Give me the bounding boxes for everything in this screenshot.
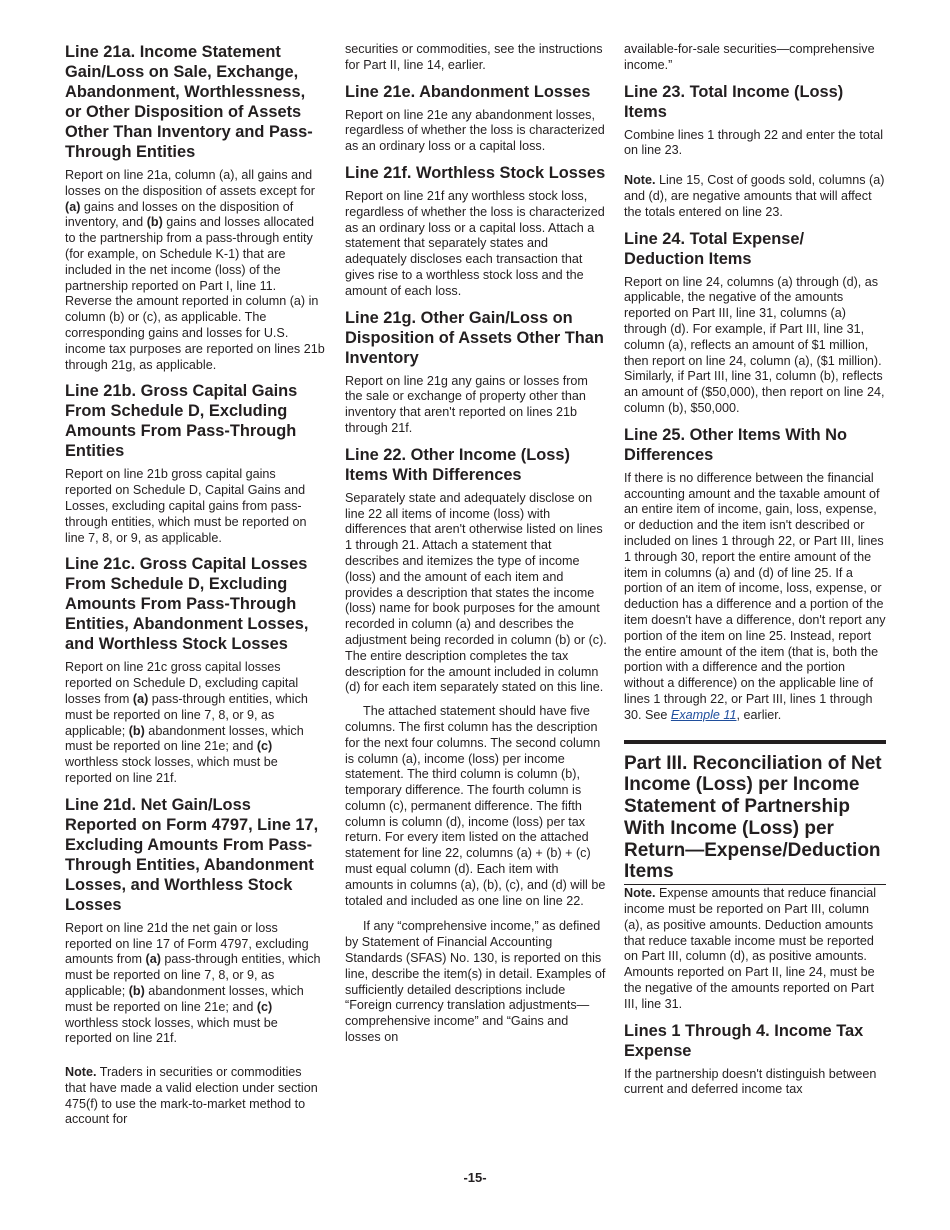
page-number: -15- [463, 1170, 487, 1185]
paragraph-line-22a: Separately state and adequately disclose on line 22 all items of income (loss) with differences that aren't otherwise listed on lines 1 through 21. Attach a statement that describes and itemizes the type of income (loss) and the amount of each item and provides a description that states the income (loss) name for book purposes for the amount recorded in column (a) and describes the adjustment being recorded in column (b) or (c). The entire description completes the tax description for the amount included in column (d) for each item separately stated on this line. [345, 490, 607, 695]
paragraph-lines-1-4: If the partnership doesn't distinguish between current and deferred income tax [624, 1066, 877, 1097]
column-middle [345, 42, 607, 1056]
note-traders [65, 1065, 325, 1128]
paragraph-line-21e: Report on line 21e any abandonment losses, regardless of whether the loss is characterized as an ordinary loss or a capital loss. [345, 107, 605, 154]
part-iii-title: Part III. Reconciliation of Net Income (Loss) per Income Statement of Partnership With Income (Loss) per Return—Expense/Deduction Items [624, 740, 886, 886]
text-span: Report on line 21a, column (a), all gains and losses on the disposition of assets except for [65, 168, 315, 198]
heading-line-21g: Line 21g. Other Gain/Loss on Disposition of Assets Other Than Inventory [345, 308, 604, 367]
column-right [624, 42, 886, 1106]
bold-marker: (b) [128, 983, 145, 998]
text-span: pass-through entities, which must be reported on line 7, 8, or 9, as applicable; [65, 691, 308, 738]
heading-line-21f: Line 21f. Worthless Stock Losses [345, 163, 606, 182]
heading-line-23: Line 23. Total Income (Loss) Items [624, 82, 844, 121]
heading-line-24: Line 24. Total Expense/ Deduction Items [624, 229, 805, 268]
text-span: Report on line 21c gross capital losses reported on Schedule D, excluding capital losses from [65, 660, 299, 706]
paragraph-line-21b: Report on line 21b gross capital gains reported on Schedule D, Capital Gains and Losses, excluding capital gains from pass-through entities, which must be reported on line 7, 8, or 9, as applicable. [65, 467, 307, 545]
note-text: Traders in securities or commodities that have made a valid election under section 475(f) to use the mark-to-market method to account for [65, 1065, 318, 1127]
text-span: gains and losses on the disposition of inventory, and [65, 199, 294, 230]
text-span: abandonment losses, which must be reported on line 21e; and [65, 983, 304, 1014]
paragraph-line-21c [65, 660, 325, 786]
bold-marker: (a) [65, 199, 81, 214]
text-span: pass-through entities, which must be reported on line 7, 8, or 9, as applicable; [65, 952, 321, 998]
paragraph-line-22c: If any “comprehensive income,” as defined by Statement of Financial Accounting Standards (SFAS) No. 130, is reported on this line, describe the item(s) in detail. Examples of sufficiently detailed descriptions include “Foreign currency translation adjustments—comprehensive income” and “Gains and losses on [345, 919, 606, 1045]
paragraph-line-21d [65, 921, 325, 1047]
heading-line-21d: Line 21d. Net Gain/Loss Reported on Form 4797, Line 17, Excluding Amounts From Pass-Through Entities, Abandonment Losses, and Worthless Stock Losses [65, 795, 319, 914]
paragraph-line-21f: Report on line 21f any worthless stock loss, regardless of whether the loss is characterized as an ordinary loss or a capital loss. Attach a statement that separately states and adequately discloses each transaction that gives rise to a worthless stock loss and the amount of each loss. [345, 188, 605, 298]
example-11-link[interactable]: Example 11 [670, 707, 737, 722]
paragraph-continued: available-for-sale securities—comprehensive income.” [624, 42, 875, 72]
heading-line-21b: Line 21b. Gross Capital Gains From Schedule D, Excluding Amounts From Pass-Through Entities [65, 382, 298, 461]
column-left [65, 42, 325, 1136]
heading-line-22: Line 22. Other Income (Loss) Items With Differences [345, 445, 570, 484]
text-span: worthless stock losses, which must be reported on line 21f. [65, 755, 278, 785]
heading-line-21e: Line 21e. Abandonment Losses [345, 82, 591, 101]
paragraph-line-24: Report on line 24, columns (a) through (d), as applicable, the negative of the amounts reported on Part III, line 31, columns (a) through (d). For example, if Part III, line 31, column (a), reflects an amount of $1 million, then report on line 24, column (a), ($1 million). Similarly, if Part III, line 31, column (b), reflects an amount of ($50,000), then report on line 24, column (b), $50,000. [624, 274, 885, 415]
bold-marker: (b) [146, 215, 163, 230]
paragraph-line-23: Combine lines 1 through 22 and enter the total on line 23. [624, 127, 884, 158]
paragraph-continued: securities or commodities, see the instructions for Part II, line 14, earlier. [345, 42, 603, 72]
text-span: worthless stock losses, which must be reported on line 21f. [65, 1015, 278, 1046]
heading-line-25: Line 25. Other Items With No Differences [624, 425, 847, 464]
heading-line-21a: Line 21a. Income Statement Gain/Loss on Sale, Exchange, Abandonment, Worthlessness, or Other Disposition of Assets Other Than Inventory and Pass-Through Entities [65, 43, 313, 161]
note-line-23 [624, 173, 886, 220]
bold-marker: (a) [145, 952, 161, 967]
paragraph-line-21g: Report on line 21g any gains or losses from the sale or exchange of property other than inventory that aren't reported on lines 21b through 21f. [345, 373, 588, 435]
heading-lines-1-4: Lines 1 Through 4. Income Tax Expense [624, 1021, 864, 1060]
bold-marker: (c) [256, 999, 273, 1014]
text-span: abandonment losses, which must be reported on line 21e; and [65, 723, 304, 754]
part-iii-note [624, 886, 886, 1012]
paragraph-line-21a [65, 168, 325, 373]
bold-marker: (a) [132, 691, 149, 706]
text-span: gains and losses allocated to the partnership from a pass-through entity (for example, on Schedule K-1) that are included in the net income (loss) of the partnership reported on Part I, line 11. Reverse the amount reported in column (a) in column (b) or (c), as applicable. The corresponding gains and losses for U.S. income tax purposes are reported on lines 21b through 21g, as applicable. [65, 215, 325, 372]
note-text: Line 15, Cost of goods sold, columns (a) and (d), are negative amounts that will affect the totals entered on line 23. [624, 173, 885, 219]
note-text: Expense amounts that reduce financial income must be reported on Part III, column (a), as positive amounts. Deduction amounts that reduce taxable income must be reported on Part III, column (d), as positive amounts. Amounts reported on Part II, line 24, must be the negative of the amounts reported on Part III, line 31. [624, 886, 877, 1011]
paragraph-line-22b: The attached statement should have five columns. The first column has the description for the next four columns. The second column is column (a), income (loss) per income statement. The third column is column (b), temporary difference. The fourth column is column (c), permanent difference. The fifth column is column (d), income (loss) per tax return. For every item listed on the attached statement for line 22, columns (a) + (b) + (c) must equal column (d). Each item with amounts in columns (a), (b), (c), and (d) will be totaled and included as one line on line 22. [345, 704, 606, 908]
paragraph-line-25 [624, 471, 886, 724]
text-span: Report on line 21d the net gain or loss reported on line 17 of Form 4797, excluding amounts from [65, 920, 309, 967]
heading-line-21c: Line 21c. Gross Capital Losses From Schedule D, Excluding Amounts From Pass-Through Entities, Abandonment Losses, and Worthless Stock Losses [65, 555, 309, 654]
note-label: Note. [65, 1065, 97, 1080]
note-label: Note. [624, 173, 656, 188]
text-span: If there is no difference between the financial accounting amount and the taxable amount of an entire item of income, gain, loss, expense, or deduction and the item isn't described or included on lines 1 through 22, or Part III, lines 1 through 30, report the entire amount of the item in columns (a) and (d) of line 25. If a portion of an item of income, loss, expense, or deduction has a difference and a portion of the item doesn't have a difference, don't report any portion of the item on line 25. Instead, report the entire amount of the item (that is, both the portion with a difference and the portion without a difference) on the applicable line of lines 1 through 22, or Part III, lines 1 through 30. See [624, 470, 886, 722]
text-span: , earlier. [736, 707, 782, 722]
bold-marker: (b) [128, 723, 145, 738]
bold-marker: (c) [256, 739, 273, 754]
note-label: Note. [624, 886, 656, 901]
